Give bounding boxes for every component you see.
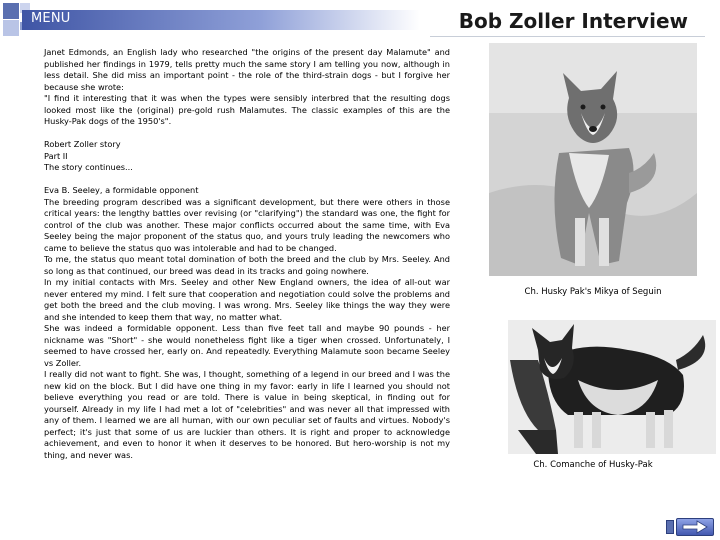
story-line-2: Part II xyxy=(44,150,68,161)
back-icon[interactable] xyxy=(666,520,674,534)
menu-bar[interactable] xyxy=(22,10,420,30)
section-heading: Eva B. Seeley, a formidable opponent xyxy=(44,185,199,195)
paragraph-3: The breeding program described was a significant development, but there were others in those critical years: the lengthy battles over revising (or "clarifying") the standard was one, the fight for control of the club was another. These major conflicts occurred about the same time, with Eva Seeley being the major proponent of the status quo, and yours truly leading the newcomers who came to believe the status quo was intolerable and had to be changed. xyxy=(44,196,450,253)
dog-photo-standing-illustration xyxy=(508,320,716,454)
decor-square-2 xyxy=(3,20,19,36)
photo-caption-2: Ch. Comanche of Husky-Pak xyxy=(533,460,653,470)
photo-caption-1: Ch. Husky Pak's Mikya of Seguin xyxy=(524,287,662,297)
dog-photo-standing xyxy=(508,320,716,454)
next-arrow-glyph xyxy=(677,519,713,535)
story-line-1: Robert Zoller story xyxy=(44,139,121,149)
menu-label[interactable]: MENU xyxy=(31,11,71,26)
dog-photo-sitting-illustration xyxy=(489,43,697,276)
paragraph-quote: "I find it interesting that it was when the types were sensibly interbred that the resulting dogs looked most like the (original) pre-gold rush Malamutes. The classic examples of this are the Husky-Pak dogs of the 1950's". xyxy=(44,93,450,126)
paragraph-7: I really did not want to fight. She was, I thought, something of a legend in our breed and I was the new kid on the block. But I did have one thing in my favor: early in life I learned you should not believe everything you read or are told. There is value in being skeptical, in finding out for yourself. Already in my life I had met a lot of "celebrities" and was never all that impressed with any of them. I learned we are all human, with our own peculiar set of faults and virtues. Nobody's perfect; it's just that some of us are luckier than others. It is right and proper to acknowledge achievement, and even to honor it when it deserves to be honored. But hero-worship is not my thing, and never was. xyxy=(44,369,450,460)
paragraph-intro: Janet Edmonds, an English lady who researched "the origins of the present day Malamute" and published her findings in 1979, tells pretty much the same story I am telling you now, although in less detail. She did miss an important point - the role of the third-strain dogs - but I forgive her because she wrote: xyxy=(44,47,450,92)
paragraph-5: In my initial contacts with Mrs. Seeley and other New England owners, the idea of all-out war never entered my mind. I felt sure that cooperation and negotiation could solve the problems and get both the breed and the club moving. I was wrong. Mrs. Seeley like things the way they were and she intended to keep them that way, no matter what. xyxy=(44,277,450,322)
page-title: Bob Zoller Interview xyxy=(458,9,688,33)
article-body xyxy=(44,47,450,461)
decor-square-1 xyxy=(3,3,19,19)
story-line-3: The story continues... xyxy=(44,162,133,172)
next-arrow-icon[interactable] xyxy=(676,518,714,536)
dog-photo-sitting xyxy=(489,43,697,276)
paragraph-6: She was indeed a formidable opponent. Less than five feet tall and maybe 90 pounds - her nickname was "Short" - she would nonetheless fight like a tiger when crossed. Unfortunately, I seemed to have crossed her, early on. And repeatedly. Everything Malamute soon became Seeley vs Zoller. xyxy=(44,323,450,368)
title-divider xyxy=(430,36,705,37)
paragraph-4: To me, the status quo meant total domination of both the breed and the club by Mrs. Seeley. And so long as that continued, our breed was dead in its tracks and going nowhere. xyxy=(44,254,450,276)
